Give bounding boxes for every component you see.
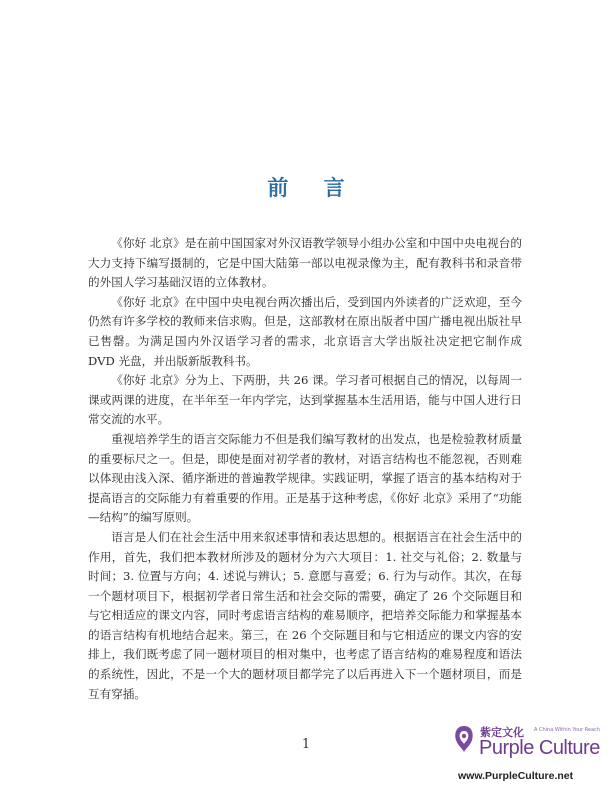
- purple-culture-watermark: [452, 722, 610, 788]
- watermark-tagline: A China Within Your Reach: [534, 727, 600, 733]
- watermark-brand: Purple Culture: [479, 737, 600, 759]
- page-number: 1: [301, 737, 311, 752]
- paragraph: 《你好 北京》在中国中央电视台两次播出后，受到国内外读者的广泛欢迎，至今仍然有许多学校的教师来信求购。但是，这部教材在原出版者中国广播电视出版社早已售罄。为满足国内外汉语学习者的需求，北京语言大学出版社决定把它制作成 DVD 光盘，并出版新版教科书。: [88, 294, 522, 368]
- paragraph: 重视培养学生的语言交际能力不但是我们编写教材的出发点，也是检验教材质量的重要标尺之一。但是，即使是面对初学者的教材，对语言结构也不能忽视，否则难以体现由浅入深、循序渐进的普遍教学规律。实践证明，掌握了语言的基本结构对于提高语言的交际能力有着重要的作用。正是基于这种考虑，《你好 北京》采用了“功能—结构”的编写原则。: [88, 431, 522, 525]
- purple-culture-logo-icon: [452, 724, 476, 754]
- paragraph: 《你好 北京》分为上、下两册，共 26 课。学习者可根据自己的情况，以每周一课或两课的进度，在半年至一年内学完，达到掌握基本生活用语，能与中国人进行日常交流的水平。: [88, 373, 522, 427]
- page-title: 前 言: [267, 175, 359, 200]
- watermark-chinese-name: 紫定文化: [480, 726, 524, 739]
- paragraph: 《你好 北京》是在前中国国家对外汉语教学领导小组办公室和中国中央电视台的大力支持下编写摄制的，它是中国大陆第一部以电视录像为主，配有教科书和录音带的外国人学习基础汉语的立体教材。: [88, 236, 522, 290]
- paragraph: 语言是人们在社会生活中用来叙述事情和表达思想的。根据语言在社会生活中的作用，首先，我们把本教材所涉及的题材分为六大项目：1. 社交与礼俗；2. 数量与时间；3. 位置与方向；4. 述说与辨认；5. 意愿与喜爱；6. 行为与动作。其次，在每一个题材项目下，根据初学者日常生活和社会交际的需要，确定了 26 个交际题目和与它相适应的课文内容，同时考虑语言结构的难易顺序，把培养交际能力和掌握基本的语言结构有机地结合起来。第三，在 26 个交际题目和与它相适应的课文内容的安排上，我们既考虑了同一题材项目的相对集中，也考虑了语言结构的难易程度和语法的系统性，因此，不是一个大的题材项目都学完了以后再进入下一个题材项目，而是互有穿插。: [88, 529, 522, 701]
- watermark-url: www.PurpleCulture.net: [458, 770, 574, 782]
- preface-body: [88, 234, 522, 704]
